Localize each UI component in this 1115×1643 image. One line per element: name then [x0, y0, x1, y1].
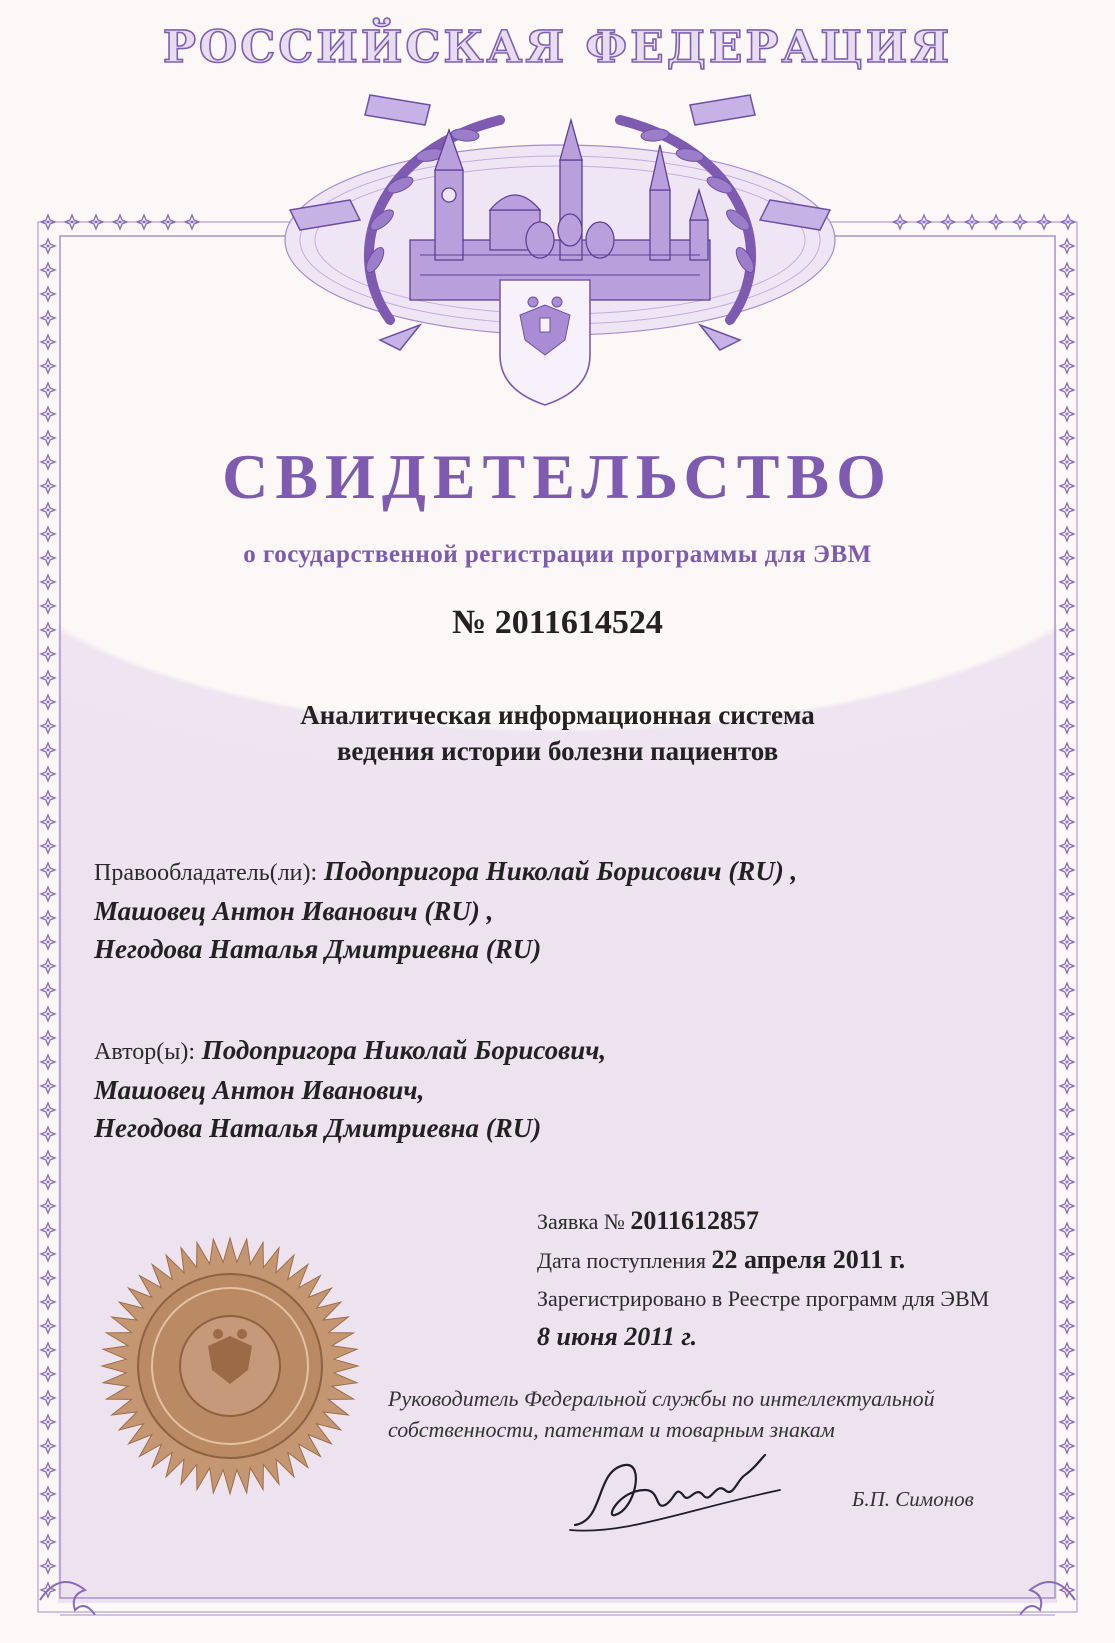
received-date: 22 апреля 2011 г.	[711, 1245, 906, 1274]
gold-seal	[100, 1236, 360, 1496]
kremlin-emblem-illustration	[270, 90, 850, 420]
program-name-line-1: Аналитическая информационная система	[300, 700, 815, 730]
application-number: 2011612857	[630, 1206, 759, 1235]
rightholder-name: Негодова Наталья Дмитриевна (RU)	[94, 934, 542, 964]
application-label: Заявка №	[537, 1209, 625, 1234]
official-title	[388, 1383, 1058, 1445]
author-name: Негодова Наталья Дмитриевна (RU)	[94, 1113, 542, 1143]
certificate-title: СВИДЕТЕЛЬСТВО	[222, 441, 893, 512]
official-title-line-1: Руководитель Федеральной службы по интеллектуальной	[388, 1386, 935, 1411]
received-label: Дата поступления	[537, 1248, 706, 1273]
author-name: Машовец Антон Иванович,	[94, 1075, 425, 1105]
rightholder-name: Машовец Антон Иванович (RU) ,	[94, 896, 494, 926]
certificate-subtitle: о государственной регистрации программы для ЭВМ	[243, 541, 872, 568]
rightholder-name: Подопригора Николай Борисович (RU) ,	[323, 856, 798, 886]
author-name: Подопригора Николай Борисович,	[201, 1035, 607, 1065]
rightholders-label: Правообладатель(ли):	[94, 860, 318, 886]
program-name	[0, 697, 1115, 769]
authors-label: Автор(ы):	[94, 1039, 196, 1065]
rightholders-block	[94, 852, 994, 968]
certificate-number: № 2011614524	[452, 604, 663, 641]
application-info	[537, 1202, 1057, 1356]
authors-block	[94, 1031, 994, 1147]
official-title-line-2: собственности, патентам и товарным знакам	[388, 1417, 835, 1442]
program-name-line-2: ведения истории болезни пациентов	[336, 736, 779, 766]
registered-date: 8 июня 2011 г.	[537, 1322, 698, 1351]
official-name: Б.П. Симонов	[852, 1487, 974, 1511]
country-header: РОССИЙСКАЯ ФЕДЕРАЦИЯ	[162, 22, 953, 73]
handwritten-signature	[565, 1450, 795, 1540]
registered-label: Зарегистрировано в Реестре программ для ЭВМ	[537, 1286, 990, 1311]
